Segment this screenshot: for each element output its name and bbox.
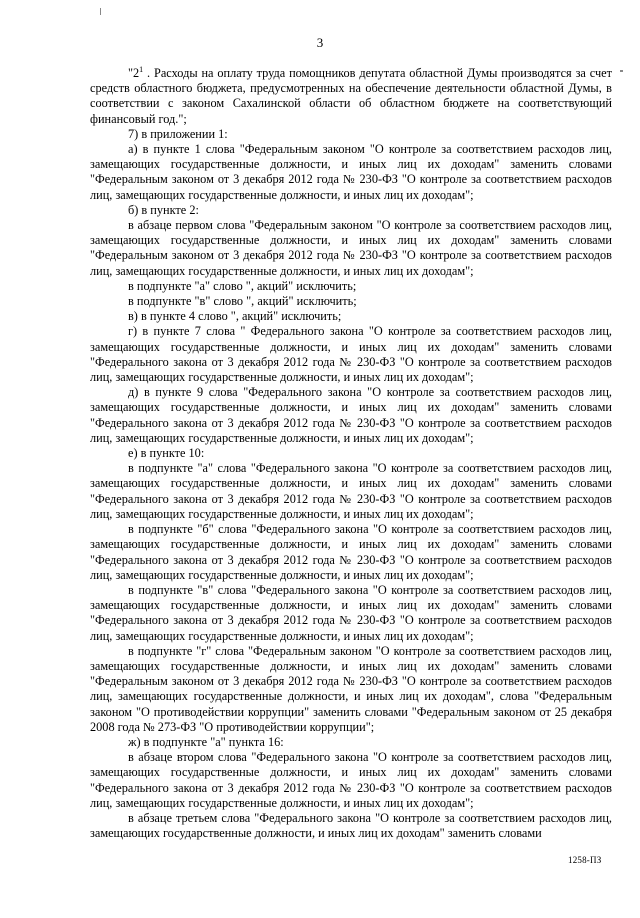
paragraph: г) в пункте 7 слова " Федерального закона "О контроле за соответствием расходов лиц, замещающих государственные должности, и иных лиц их доходам" заменить словами "Федерального закона от 3 декабря 2012 года № 230-ФЗ "О контроле за соответствием расходов лиц, замещающих государственные должности, и иных лиц их доходам"; bbox=[90, 324, 612, 385]
paragraph: б) в пункте 2: bbox=[128, 202, 199, 217]
paragraph: в подпункте "б" слова "Федерального закона "О контроле за соответствием расходов лиц, замещающих государственные должности, и иных лиц их доходам" заменить словами "Федерального закона от 3 декабря 2012 года № 230-ФЗ "О контроле за соответствием расходов лиц, замещающих государственные должности, и иных лиц их доходам"; bbox=[90, 522, 612, 582]
paragraph: в подпункте "а" слова "Федерального закона "О контроле за соответствием расходов лиц, замещающих государственные должности, и иных лиц их доходам" заменить словами "Федерального закона от 3 декабря 2012 года № 230-ФЗ "О контроле за соответствием расходов лиц, замещающих государственные должности, и иных лиц их доходам"; bbox=[90, 461, 612, 521]
paragraph: а) в пункте 1 слова "Федеральным законом "О контроле за соответствием расходов лиц, замещающих государственные должности, и иных лиц их доходам" заменить словами "Федеральным законом от 3 декабря 2012 года № 230-ФЗ "О контроле за соответствием расходов лиц, замещающих государственные должности, и иных лиц их доходам"; bbox=[90, 142, 612, 202]
paragraph-intro bbox=[90, 66, 612, 127]
document-body bbox=[90, 66, 612, 841]
paragraph: д) в пункте 9 слова "Федерального закона "О контроле за соответствием расходов лиц, замещающих государственные должности, и иных лиц их доходам" заменить словами "Федерального закона от 3 декабря 2012 года № 230-ФЗ "О контроле за соответствием расходов лиц, замещающих государственные должности, и иных лиц их доходам"; bbox=[90, 385, 612, 445]
scan-speck bbox=[620, 70, 623, 72]
paragraph: в абзаце втором слова "Федерального закона "О контроле за соответствием расходов лиц, замещающих государственные должности, и иных лиц их доходам" заменить словами "Федерального закона от 3 декабря 2012 года № 230-ФЗ "О контроле за соответствием расходов лиц, замещающих государственные должности, и иных лиц их доходам"; bbox=[90, 750, 612, 810]
scan-speck bbox=[100, 8, 101, 15]
document-code: 1258-ПЗ bbox=[568, 855, 602, 865]
paragraph: в подпункте "г" слова "Федеральным законом "О контроле за соответствием расходов лиц, замещающих государственные должности, и иных лиц их доходам" заменить словами "Федеральным законом от 3 декабря 2012 года № 230-ФЗ "О контроле за соответствием расходов лиц, замещающих государственные должности, и иных лиц их доходам", слова "Федеральным законом "О противодействии коррупции" заменить словами "Федеральным законом от 25 декабря 2008 года № 273-ФЗ "О противодействии коррупции"; bbox=[90, 643, 612, 734]
paragraph: в абзаце третьем слова "Федерального закона "О контроле за соответствием расходов лиц, замещающих государственные должности, и иных лиц их доходам" заменить словами bbox=[90, 810, 612, 841]
paragraph: е) в пункте 10: bbox=[128, 446, 205, 461]
paragraph: в) в пункте 4 слово ", акций" исключить; bbox=[128, 309, 342, 324]
paragraph: в подпункте "в" слово ", акций" исключить; bbox=[128, 294, 357, 309]
paragraph: в абзаце первом слова "Федеральным законом "О контроле за соответствием расходов лиц, замещающих государственные должности, и иных лиц их доходам" заменить словами "Федеральным законом от 3 декабря 2012 года № 230-ФЗ "О контроле за соответствием расходов лиц, замещающих государственные должности, и иных лиц их доходам"; bbox=[90, 218, 612, 278]
page-number: 3 bbox=[316, 35, 324, 50]
paragraph: 7) в приложении 1: bbox=[128, 126, 228, 141]
superscript-index: 1 bbox=[139, 64, 144, 74]
paragraph: в подпункте "в" слова "Федерального закона "О контроле за соответствием расходов лиц, замещающих государственные должности, и иных лиц их доходам" заменить словами "Федерального закона от 3 декабря 2012 года № 230-ФЗ "О контроле за соответствием расходов лиц, замещающих государственные должности, и иных лиц их доходам"; bbox=[90, 582, 612, 643]
paragraph: в подпункте "а" слово ", акций" исключить; bbox=[128, 278, 357, 293]
paragraph: ж) в подпункте "а" пункта 16: bbox=[128, 734, 284, 749]
paragraph-intro-start: "2 bbox=[128, 66, 140, 80]
paragraph-intro-rest: . Расходы на оплату труда помощников депутата областной Думы производятся за счет средств областного бюджета, предусмотренных на обеспечение деятельности областной Думы, в соответствии с законом Сахалинской области об областном бюджете на соответствующий финансовый год."; bbox=[90, 66, 612, 126]
